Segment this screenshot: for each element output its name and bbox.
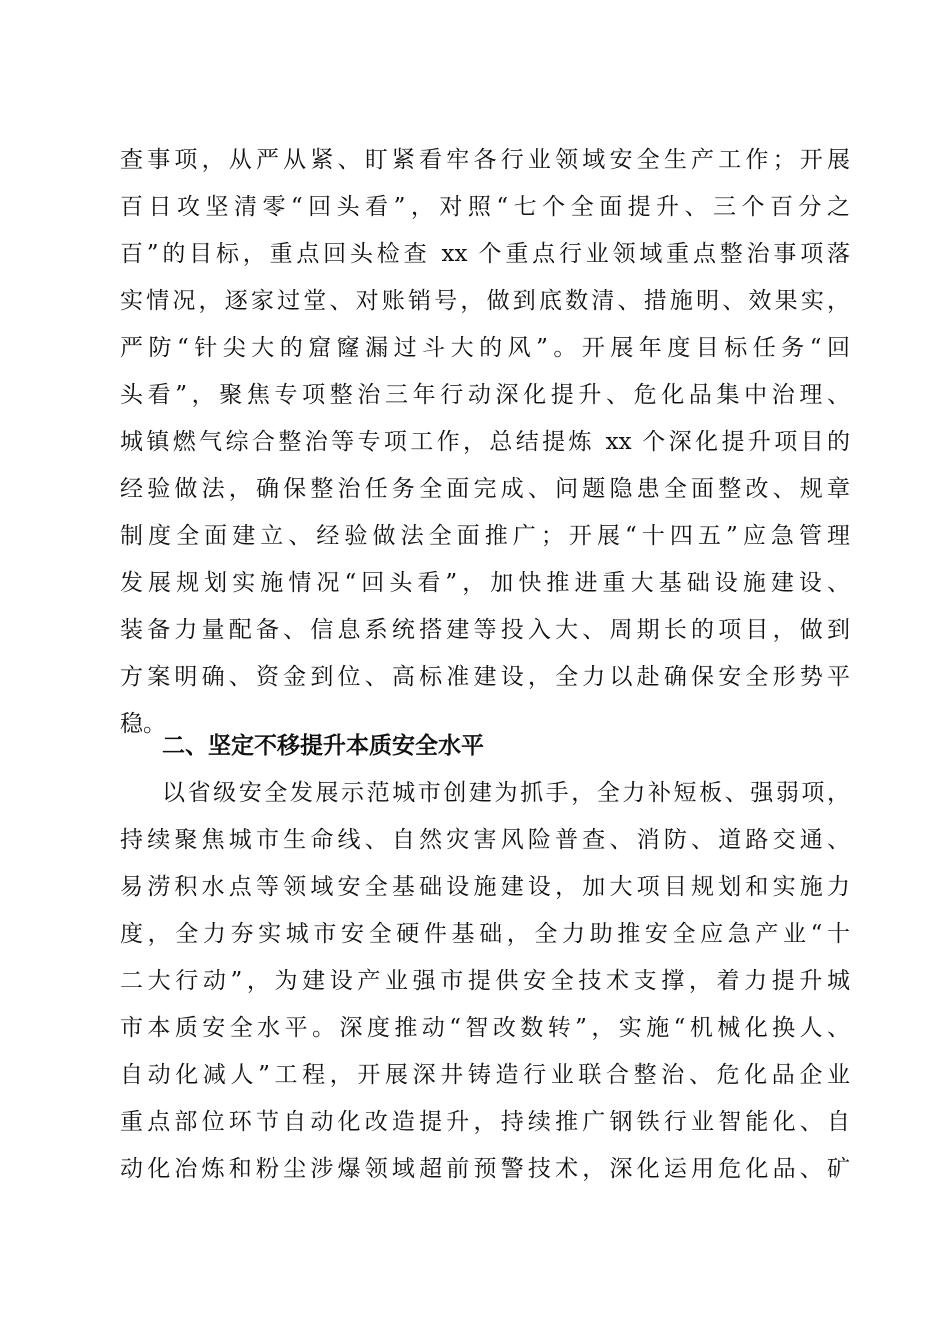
paragraph1-line: 城镇燃气综合整治等专项工作，总结提炼 xx 个深化提升项目的 bbox=[120, 429, 850, 455]
section2-line: 以省级安全发展示范城市创建为抓手，全力补短板、强弱项， bbox=[162, 780, 850, 806]
section2-line: 重点部位环节自动化改造提升，持续推广钢铁行业智能化、自 bbox=[120, 1109, 850, 1135]
paragraph1-line: 稳。 bbox=[120, 711, 166, 737]
section-heading: 二、坚定不移提升本质安全水平 bbox=[162, 733, 484, 759]
paragraph1-line: 发展规划实施情况“回头看”，加快推进重大基础设施建设、 bbox=[120, 570, 850, 596]
section2-line: 二大行动”，为建设产业强市提供安全技术支撑，着力提升城 bbox=[120, 968, 850, 994]
section2-line: 自动化减人”工程，开展深井铸造行业联合整治、危化品企业 bbox=[120, 1062, 850, 1088]
section2-line: 度，全力夯实城市安全硬件基础，全力助推安全应急产业“十 bbox=[120, 921, 850, 947]
paragraph1-line: 严防“针尖大的窟窿漏过斗大的风”。开展年度目标任务“回 bbox=[120, 335, 850, 361]
paragraph1-line: 查事项，从严从紧、盯紧看牢各行业领域安全生产工作；开展 bbox=[120, 147, 850, 173]
section2-line: 易涝积水点等领域安全基础设施建设，加大项目规划和实施力 bbox=[120, 874, 850, 900]
section2-line: 动化冶炼和粉尘涉爆领域超前预警技术，深化运用危化品、矿 bbox=[120, 1156, 850, 1182]
paragraph1-line: 实情况，逐家过堂、对账销号，做到底数清、措施明、效果实， bbox=[120, 288, 850, 314]
section2-line: 持续聚焦城市生命线、自然灾害风险普查、消防、道路交通、 bbox=[120, 827, 850, 853]
paragraph1-line: 方案明确、资金到位、高标准建设，全力以赴确保安全形势平 bbox=[120, 664, 850, 690]
paragraph1-line: 装备力量配备、信息系统搭建等投入大、周期长的项目，做到 bbox=[120, 617, 850, 643]
paragraph1-line: 百日攻坚清零“回头看”，对照“七个全面提升、三个百分之 bbox=[120, 194, 850, 220]
paragraph1-line: 头看”，聚焦专项整治三年行动深化提升、危化品集中治理、 bbox=[120, 382, 850, 408]
paragraph1-line: 制度全面建立、经验做法全面推广；开展“十四五”应急管理 bbox=[120, 523, 850, 549]
paragraph1-line: 经验做法，确保整治任务全面完成、问题隐患全面整改、规章 bbox=[120, 476, 850, 502]
paragraph1-line: 百”的目标，重点回头检查 xx 个重点行业领域重点整治事项落 bbox=[120, 241, 850, 267]
section2-line: 市本质安全水平。深度推动“智改数转”，实施“机械化换人、 bbox=[120, 1015, 850, 1041]
